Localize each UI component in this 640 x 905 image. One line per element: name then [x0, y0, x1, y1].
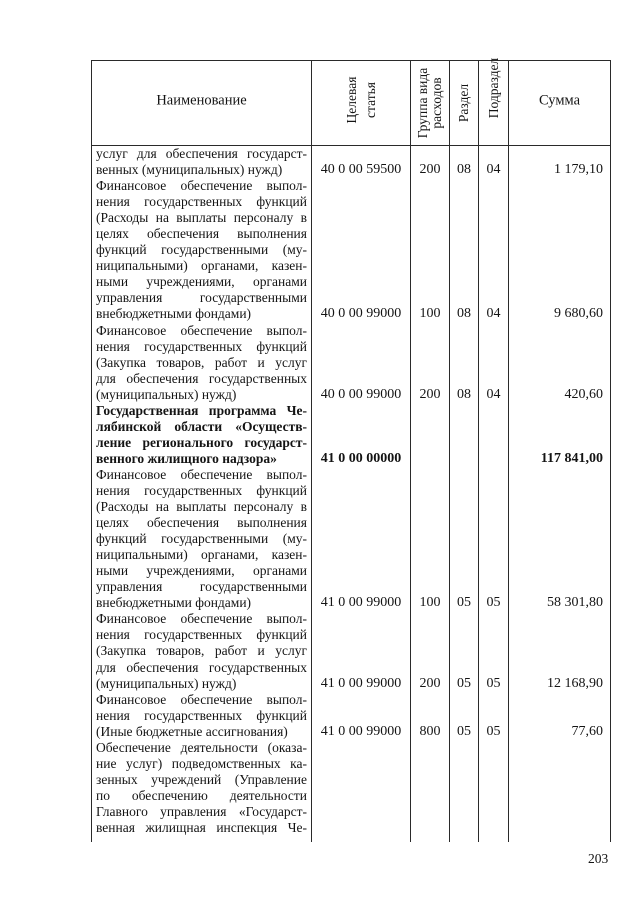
subsection-cell [478, 467, 508, 611]
item-name-cell [91, 146, 311, 178]
target-article-code: 40 0 00 99000 [320, 386, 402, 402]
target-article-cell [311, 611, 410, 691]
amount-cell [508, 403, 611, 467]
section-cell [449, 146, 478, 178]
item-name-line: венного жилищного надзора» [96, 450, 277, 466]
target-article-cell [311, 323, 410, 403]
item-name-line: функций государственными (му- [96, 242, 307, 258]
item-name-line: Финансовое обеспечение выпол- [96, 466, 307, 482]
section-code: 05 [457, 675, 471, 691]
header-target-article-cell [311, 61, 410, 145]
header-amount: Сумма [538, 92, 581, 109]
target-article-code: 40 0 00 99000 [320, 306, 402, 322]
subsection-cell [478, 178, 508, 322]
table-row [91, 740, 611, 842]
item-name-cell [91, 611, 311, 691]
amount-value: 117 841,00 [540, 450, 603, 466]
expense-group-code: 800 [419, 723, 441, 739]
item-name-line: нения государственных функций [96, 627, 307, 643]
header-name-cell [91, 61, 311, 145]
item-name-line: (Иные бюджетные ассигнования) [96, 723, 288, 739]
expense-group-cell [410, 467, 449, 611]
item-name-line: (муниципальных) нужд) [96, 386, 237, 402]
section-cell [449, 467, 478, 611]
table-header [91, 57, 611, 146]
target-article-cell [311, 403, 410, 467]
header-expense-group [416, 68, 444, 139]
budget-table [91, 57, 611, 842]
item-name-line: для обеспечения государственных [96, 370, 307, 386]
table-body [91, 146, 611, 842]
target-article-cell [311, 146, 410, 178]
item-name-line: (Закупка товаров, работ и услуг [96, 643, 307, 659]
amount-cell [508, 740, 611, 842]
subsection-cell [478, 403, 508, 467]
item-name-cell [91, 323, 311, 403]
target-article-code: 41 0 00 00000 [320, 450, 402, 466]
item-name-line: нения государственных функций [96, 707, 307, 723]
item-name-line: ление регионального государст- [96, 434, 307, 450]
subsection-code: 05 [486, 723, 501, 739]
target-article-cell [311, 178, 410, 322]
item-name-line: нения государственных функций [96, 338, 307, 354]
header-section: Раздел [456, 83, 471, 123]
header-target-article [342, 77, 380, 124]
amount-cell [508, 692, 611, 740]
section-code: 05 [457, 595, 471, 611]
table-row [91, 178, 611, 322]
target-article-code: 41 0 00 99000 [320, 675, 402, 691]
item-name-line: целях обеспечения выполнения [96, 515, 307, 531]
amount-cell [508, 323, 611, 403]
item-name-line: (Расходы на выплаты персоналу в [96, 210, 307, 226]
table-row [91, 611, 611, 691]
amount-cell [508, 178, 611, 322]
expense-group-cell [410, 740, 449, 842]
amount-value: 77,60 [571, 723, 603, 739]
target-article-cell [311, 740, 410, 842]
expense-group-cell [410, 178, 449, 322]
subsection-cell [478, 611, 508, 691]
item-name-line: Обеспечение деятельности (оказа- [96, 739, 307, 755]
table-row [91, 692, 611, 740]
item-name-cell [91, 178, 311, 322]
item-name-line: ными учреждениями, органами [96, 563, 307, 579]
amount-cell [508, 611, 611, 691]
section-code: 08 [457, 162, 471, 178]
amount-value: 420,60 [564, 386, 603, 402]
amount-cell [508, 467, 611, 611]
header-subsection-cell [478, 57, 508, 145]
item-name-line: лябинской области «Осуществ- [96, 418, 307, 434]
item-name-line: (Закупка товаров, работ и услуг [96, 354, 307, 370]
item-name-line: ными учреждениями, органами [96, 274, 307, 290]
subsection-cell [478, 146, 508, 178]
item-name-line: (муниципальных) нужд) [96, 675, 237, 691]
item-name-cell [91, 692, 311, 740]
section-cell [449, 740, 478, 842]
target-article-cell [311, 692, 410, 740]
expense-group-code: 200 [419, 675, 441, 691]
amount-value: 1 179,10 [554, 162, 603, 178]
item-name-line: целях обеспечения выполнения [96, 226, 307, 242]
subsection-code: 04 [486, 386, 501, 402]
item-name-line: по обеспечению деятельности [96, 787, 307, 803]
item-name-line: внебюджетными фондами) [96, 306, 252, 322]
expense-group-cell [410, 611, 449, 691]
subsection-code: 04 [486, 306, 501, 322]
item-name-line: Государственная программа Че- [96, 402, 307, 418]
subsection-cell [478, 740, 508, 842]
item-name-line: ниципальными) органами, казен- [96, 258, 307, 274]
header-expense-group-line: расходов [429, 77, 444, 129]
item-name-line: зенных учреждений (Управление [96, 771, 307, 787]
item-name-line: (Расходы на выплаты персоналу в [96, 499, 307, 515]
item-name-line: нения государственных функций [96, 194, 307, 210]
item-name-cell [91, 740, 311, 842]
header-amount-cell [508, 61, 611, 145]
header-subsection: Подраздел [485, 57, 501, 119]
item-name-cell [91, 403, 311, 467]
subsection-code: 05 [486, 675, 501, 691]
item-name-line: Финансовое обеспечение выпол- [96, 178, 307, 194]
item-name-line: ниципальными) органами, казен- [96, 547, 307, 563]
item-name-line: функций государственными (му- [96, 531, 307, 547]
table-row [91, 323, 611, 403]
amount-value: 9 680,60 [554, 306, 603, 322]
item-name-line: услуг для обеспечения государст- [96, 146, 307, 161]
section-code: 08 [457, 306, 471, 322]
expense-group-code: 200 [419, 162, 441, 178]
section-cell [449, 323, 478, 403]
section-code: 08 [457, 386, 471, 402]
target-article-code: 41 0 00 99000 [320, 723, 402, 739]
subsection-code: 05 [486, 595, 501, 611]
amount-value: 12 168,90 [547, 675, 603, 691]
item-name-line: Главного управления «Государст- [96, 803, 307, 819]
item-name-line: венных (муниципальных) нужд) [96, 162, 283, 178]
table-row [91, 467, 611, 611]
table-row [91, 146, 611, 178]
section-code: 05 [457, 723, 471, 739]
item-name-line: нения государственных функций [96, 482, 307, 498]
subsection-cell [478, 323, 508, 403]
section-cell [449, 403, 478, 467]
expense-group-cell [410, 323, 449, 403]
page-number: 203 [588, 851, 609, 866]
target-article-code: 40 0 00 59500 [320, 162, 402, 178]
expense-group-cell [410, 403, 449, 467]
section-cell [449, 178, 478, 322]
expense-group-code: 100 [419, 306, 441, 322]
subsection-cell [478, 692, 508, 740]
expense-group-cell [410, 146, 449, 178]
item-name-line: управления государственными [96, 290, 307, 306]
item-name-line: внебюджетными фондами) [96, 595, 252, 611]
item-name-line: Финансовое обеспечение выпол- [96, 611, 307, 627]
header-target-article-line: Целевая [344, 76, 359, 124]
header-target-article-line: статья [363, 82, 378, 118]
expense-group-code: 100 [419, 595, 441, 611]
item-name-line: для обеспечения государственных [96, 659, 307, 675]
item-name-line: венная жилищная инспекция Че- [96, 819, 307, 835]
expense-group-code: 200 [419, 386, 441, 402]
expense-group-cell [410, 692, 449, 740]
amount-cell [508, 146, 611, 178]
section-cell [449, 692, 478, 740]
program-row [91, 403, 611, 467]
target-article-code: 41 0 00 99000 [320, 595, 402, 611]
target-article-cell [311, 467, 410, 611]
header-section-cell [449, 61, 478, 145]
item-name-line: ние услуг) подведомственных ка- [96, 755, 307, 771]
header-name: Наименование [156, 92, 247, 109]
item-name-cell [91, 467, 311, 611]
header-expense-group-line: Группа вида [415, 67, 430, 139]
item-name-line: управления государственными [96, 579, 307, 595]
amount-value: 58 301,80 [547, 595, 603, 611]
item-name-line: Финансовое обеспечение выпол- [96, 691, 307, 707]
subsection-code: 04 [486, 162, 501, 178]
header-expense-group-cell [410, 61, 449, 145]
section-cell [449, 611, 478, 691]
item-name-line: Финансовое обеспечение выпол- [96, 322, 307, 338]
